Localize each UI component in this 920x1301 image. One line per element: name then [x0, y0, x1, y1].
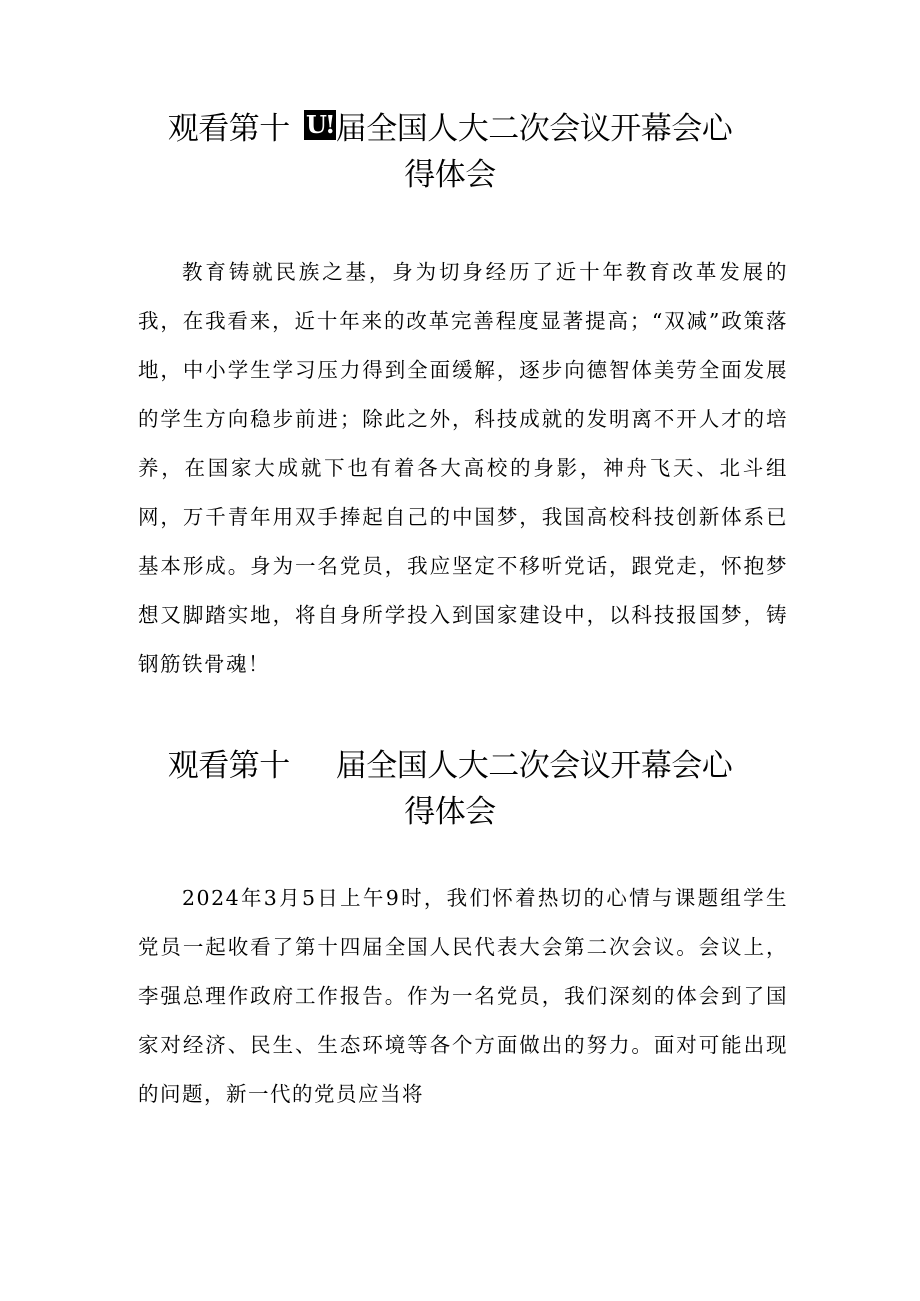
section-1-title-line-2: 得体会 [404, 157, 496, 193]
section-2-body: 2024年3月5日上午9时，我们怀着热切的心情与课题组学生党员一起收看了第十四届全国人民代表大会第二次会议。会议上，李强总理作政府工作报告。作为一名党员，我们深刻的体会到了国家对经济、民生、生态环境等各个方面做出的努力。面对可能出现的问题，新一代的党员应当将 [138, 886, 788, 1106]
section-1-body: 教育铸就民族之基，身为切身经历了近十年教育改革发展的我，在我看来，近十年来的改革完善程度显著提高；“双减”政策落地，中小学生学习压力得到全面缓解，逐步向德智体美劳全面发展的学生方向稳步前进；除此之外，科技成就的发明离不开人才的培养，在国家大成就下也有着各大高校的身影，神舟飞天、北斗组网，万千青年用双手捧起自己的中国梦，我国高校科技创新体系已基本形成。身为一名党员，我应坚定不移听党话，跟党走，怀抱梦想又脚踏实地，将自身所学投入到国家建设中，以科技报国梦，铸钢筋铁骨魂！ [138, 260, 788, 676]
section-2-title-line-1 [100, 743, 800, 789]
section-1-title-prefix: 观看第十 [167, 111, 290, 147]
section-1-title [100, 106, 800, 198]
section-2-title [100, 743, 800, 835]
section-1-title-line-1 [100, 106, 800, 152]
section-2-title-prefix: 观看第十 [167, 748, 290, 784]
section-2-title-line-2: 得体会 [404, 794, 496, 830]
section-2-title-suffix: 届全国人大二次会议开幕会心 [335, 748, 733, 784]
section-1-title-suffix: 届全国人大二次会议开幕会心 [335, 111, 733, 147]
garbled-glyph-mark: U! [304, 110, 336, 140]
title-gap-blank [290, 748, 336, 780]
title-gap [290, 111, 336, 143]
